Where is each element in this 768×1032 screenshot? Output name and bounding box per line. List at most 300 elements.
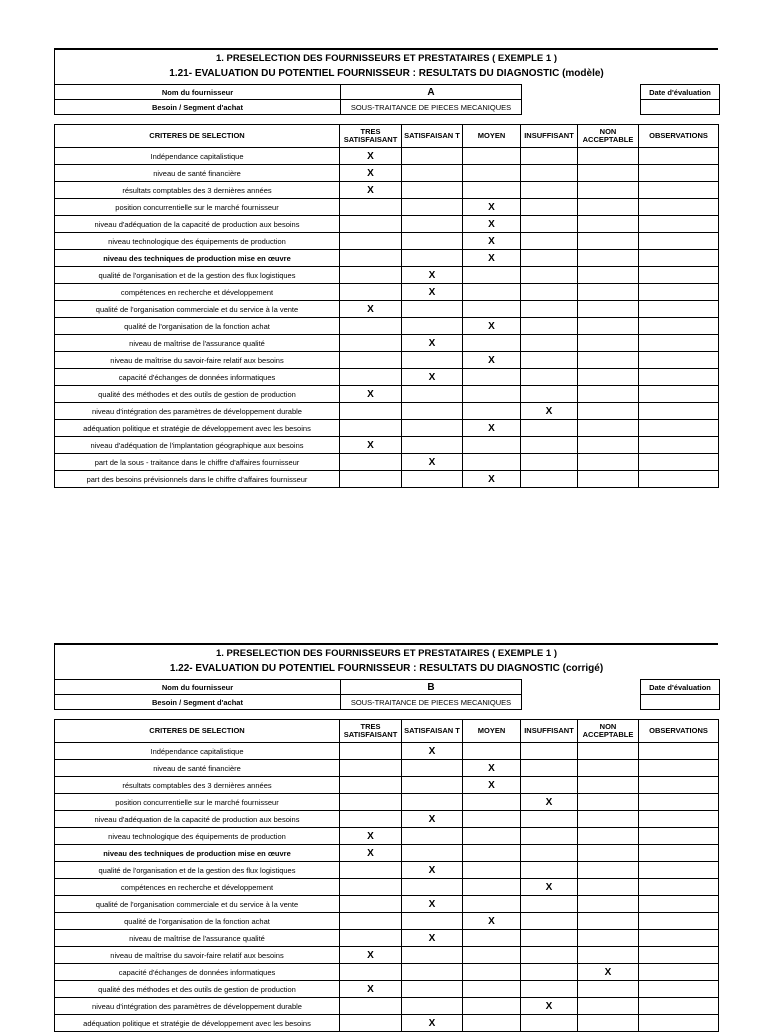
section-title: 1. PRESELECTION DES FOURNISSEURS ET PRESTATAIRES ( EXEMPLE 1 ) bbox=[216, 53, 557, 64]
rating-cell[interactable]: X bbox=[402, 267, 463, 284]
rating-cell[interactable] bbox=[578, 352, 639, 369]
rating-cell[interactable] bbox=[578, 454, 639, 471]
rating-cell[interactable] bbox=[578, 233, 639, 250]
observation-cell[interactable] bbox=[639, 896, 719, 913]
rating-cell[interactable]: X bbox=[463, 199, 521, 216]
rating-cell[interactable] bbox=[402, 879, 463, 896]
purchase-segment-label: Besoin / Segment d'achat bbox=[55, 100, 341, 115]
rating-cell[interactable]: X bbox=[402, 743, 463, 760]
purchase-segment-value[interactable]: SOUS-TRAITANCE DE PIECES MECANIQUES bbox=[341, 695, 522, 710]
rating-cell[interactable] bbox=[402, 964, 463, 981]
criterion-label: niveau d'adéquation de l'implantation géographique aux besoins bbox=[55, 437, 340, 454]
criterion-label: niveau technologique des équipements de production bbox=[55, 233, 340, 250]
rating-cell[interactable]: X bbox=[521, 998, 578, 1015]
observation-cell[interactable] bbox=[639, 454, 719, 471]
criterion-label: compétences en recherche et développement bbox=[55, 879, 340, 896]
observation-cell[interactable] bbox=[639, 352, 719, 369]
rating-cell[interactable] bbox=[521, 845, 578, 862]
supplier-info-table bbox=[54, 679, 720, 710]
observation-cell[interactable] bbox=[639, 182, 719, 199]
rating-cell[interactable] bbox=[521, 369, 578, 386]
rating-cell[interactable] bbox=[521, 199, 578, 216]
observation-cell[interactable] bbox=[639, 301, 719, 318]
rating-cell[interactable] bbox=[463, 998, 521, 1015]
rating-cell[interactable] bbox=[340, 964, 402, 981]
rating-cell[interactable] bbox=[402, 777, 463, 794]
rating-cell[interactable] bbox=[463, 437, 521, 454]
rating-cell[interactable] bbox=[340, 233, 402, 250]
rating-cell[interactable] bbox=[402, 471, 463, 488]
rating-cell[interactable]: X bbox=[521, 794, 578, 811]
criterion-label: part de la sous - traitance dans le chiffre d'affaires fournisseur bbox=[55, 454, 340, 471]
criterion-label: qualité de l'organisation et de la gestion des flux logistiques bbox=[55, 862, 340, 879]
rating-cell[interactable] bbox=[340, 743, 402, 760]
rating-cell[interactable]: X bbox=[521, 879, 578, 896]
supplier-name-label: Nom du fournisseur bbox=[55, 680, 341, 695]
rating-cell[interactable] bbox=[340, 250, 402, 267]
criteria-row bbox=[55, 879, 719, 896]
rating-cell[interactable]: X bbox=[340, 148, 402, 165]
rating-cell[interactable] bbox=[463, 454, 521, 471]
rating-cell[interactable] bbox=[463, 879, 521, 896]
rating-cell[interactable]: X bbox=[463, 913, 521, 930]
rating-cell[interactable] bbox=[578, 301, 639, 318]
rating-cell[interactable]: X bbox=[463, 777, 521, 794]
criterion-label: qualité de l'organisation commerciale et du service à la vente bbox=[55, 896, 340, 913]
observation-cell[interactable] bbox=[639, 930, 719, 947]
rating-cell[interactable]: X bbox=[578, 964, 639, 981]
rating-cell[interactable] bbox=[578, 845, 639, 862]
rating-cell[interactable] bbox=[340, 879, 402, 896]
observation-cell[interactable] bbox=[639, 862, 719, 879]
rating-cell[interactable] bbox=[578, 794, 639, 811]
criteria-row bbox=[55, 386, 719, 403]
rating-cell[interactable] bbox=[463, 981, 521, 998]
rating-cell[interactable] bbox=[340, 930, 402, 947]
criterion-label: niveau d'adéquation de la capacité de production aux besoins bbox=[55, 216, 340, 233]
rating-cell[interactable] bbox=[578, 760, 639, 777]
rating-cell[interactable] bbox=[463, 930, 521, 947]
rating-cell[interactable] bbox=[402, 301, 463, 318]
header-criteria: CRITERES DE SELECTION bbox=[55, 720, 340, 743]
rating-cell[interactable] bbox=[578, 148, 639, 165]
observation-cell[interactable] bbox=[639, 267, 719, 284]
rating-cell[interactable]: X bbox=[521, 403, 578, 420]
rating-cell[interactable] bbox=[340, 1015, 402, 1032]
criteria-row bbox=[55, 964, 719, 981]
observation-cell[interactable] bbox=[639, 777, 719, 794]
rating-cell[interactable] bbox=[463, 811, 521, 828]
rating-cell[interactable] bbox=[578, 896, 639, 913]
rating-cell[interactable] bbox=[463, 828, 521, 845]
rating-cell[interactable] bbox=[340, 335, 402, 352]
observation-cell[interactable] bbox=[639, 369, 719, 386]
criteria-row bbox=[55, 199, 719, 216]
criterion-label: qualité de l'organisation et de la gestion des flux logistiques bbox=[55, 267, 340, 284]
observation-cell[interactable] bbox=[639, 420, 719, 437]
rating-cell[interactable] bbox=[578, 743, 639, 760]
observation-cell[interactable] bbox=[639, 403, 719, 420]
rating-cell[interactable] bbox=[521, 148, 578, 165]
rating-cell[interactable] bbox=[402, 386, 463, 403]
rating-cell[interactable]: X bbox=[340, 981, 402, 998]
rating-cell[interactable] bbox=[340, 199, 402, 216]
rating-cell[interactable] bbox=[402, 420, 463, 437]
rating-cell[interactable] bbox=[340, 216, 402, 233]
rating-cell[interactable] bbox=[578, 981, 639, 998]
rating-cell[interactable] bbox=[521, 930, 578, 947]
rating-cell[interactable] bbox=[521, 386, 578, 403]
rating-cell[interactable] bbox=[521, 964, 578, 981]
observation-cell[interactable] bbox=[639, 250, 719, 267]
rating-cell[interactable] bbox=[521, 743, 578, 760]
rating-cell[interactable] bbox=[521, 301, 578, 318]
rating-cell[interactable] bbox=[578, 284, 639, 301]
observation-cell[interactable] bbox=[639, 828, 719, 845]
rating-cell[interactable] bbox=[578, 267, 639, 284]
rating-cell[interactable] bbox=[402, 828, 463, 845]
rating-cell[interactable] bbox=[463, 386, 521, 403]
rating-cell[interactable] bbox=[402, 233, 463, 250]
rating-cell[interactable] bbox=[402, 318, 463, 335]
rating-cell[interactable] bbox=[521, 420, 578, 437]
rating-cell[interactable] bbox=[340, 471, 402, 488]
section-title: 1. PRESELECTION DES FOURNISSEURS ET PRESTATAIRES ( EXEMPLE 1 ) bbox=[216, 648, 557, 659]
rating-cell[interactable] bbox=[521, 165, 578, 182]
criterion-label: qualité des méthodes et des outils de gestion de production bbox=[55, 386, 340, 403]
rating-cell[interactable] bbox=[521, 862, 578, 879]
rating-cell[interactable] bbox=[340, 318, 402, 335]
criterion-label: niveau technologique des équipements de production bbox=[55, 828, 340, 845]
criteria-row bbox=[55, 420, 719, 437]
criteria-row bbox=[55, 828, 719, 845]
header-tres-satisfaisant: TRES SATISFAISANT bbox=[340, 125, 402, 148]
rating-cell[interactable]: X bbox=[340, 386, 402, 403]
observation-cell[interactable] bbox=[639, 284, 719, 301]
observation-cell[interactable] bbox=[639, 318, 719, 335]
rating-cell[interactable]: X bbox=[463, 760, 521, 777]
rating-cell[interactable] bbox=[402, 403, 463, 420]
rating-cell[interactable] bbox=[521, 233, 578, 250]
criterion-label: qualité de l'organisation de la fonction achat bbox=[55, 318, 340, 335]
rating-cell[interactable] bbox=[340, 794, 402, 811]
criteria-row bbox=[55, 794, 719, 811]
evaluation-date-value[interactable] bbox=[641, 100, 720, 115]
observation-cell[interactable] bbox=[639, 998, 719, 1015]
rating-cell[interactable]: X bbox=[340, 947, 402, 964]
rating-cell[interactable] bbox=[578, 947, 639, 964]
rating-cell[interactable] bbox=[578, 811, 639, 828]
rating-cell[interactable] bbox=[402, 250, 463, 267]
rating-cell[interactable]: X bbox=[340, 437, 402, 454]
rating-cell[interactable] bbox=[340, 267, 402, 284]
rating-cell[interactable] bbox=[521, 352, 578, 369]
rating-cell[interactable] bbox=[521, 216, 578, 233]
rating-cell[interactable] bbox=[340, 352, 402, 369]
rating-cell[interactable] bbox=[578, 913, 639, 930]
rating-cell[interactable] bbox=[340, 913, 402, 930]
observation-cell[interactable] bbox=[639, 199, 719, 216]
criteria-row bbox=[55, 777, 719, 794]
rating-cell[interactable] bbox=[578, 386, 639, 403]
rating-cell[interactable] bbox=[521, 760, 578, 777]
supplier-name-value[interactable]: B bbox=[341, 680, 522, 695]
rating-cell[interactable]: X bbox=[402, 811, 463, 828]
rating-cell[interactable] bbox=[402, 998, 463, 1015]
criteria-row bbox=[55, 862, 719, 879]
header-insuffisant: INSUFFISANT bbox=[521, 125, 578, 148]
criterion-label: Indépendance capitalistique bbox=[55, 743, 340, 760]
supplier-name-value[interactable]: A bbox=[341, 85, 522, 100]
criteria-row bbox=[55, 267, 719, 284]
observation-cell[interactable] bbox=[639, 437, 719, 454]
rating-cell[interactable] bbox=[402, 148, 463, 165]
rating-cell[interactable] bbox=[463, 301, 521, 318]
observation-cell[interactable] bbox=[639, 879, 719, 896]
rating-cell[interactable]: X bbox=[402, 862, 463, 879]
rating-cell[interactable] bbox=[402, 182, 463, 199]
criteria-row bbox=[55, 760, 719, 777]
criteria-row bbox=[55, 216, 719, 233]
rating-cell[interactable] bbox=[521, 437, 578, 454]
rating-cell[interactable] bbox=[521, 913, 578, 930]
observation-cell[interactable] bbox=[639, 947, 719, 964]
rating-cell[interactable]: X bbox=[463, 471, 521, 488]
rating-cell[interactable]: X bbox=[463, 318, 521, 335]
rating-cell[interactable] bbox=[578, 199, 639, 216]
observation-cell[interactable] bbox=[639, 743, 719, 760]
criteria-row bbox=[55, 335, 719, 352]
rating-cell[interactable] bbox=[463, 964, 521, 981]
rating-cell[interactable] bbox=[402, 760, 463, 777]
criteria-row bbox=[55, 165, 719, 182]
observation-cell[interactable] bbox=[639, 913, 719, 930]
rating-cell[interactable] bbox=[578, 318, 639, 335]
criterion-label: niveau d'adéquation de la capacité de production aux besoins bbox=[55, 811, 340, 828]
rating-cell[interactable] bbox=[340, 284, 402, 301]
observation-cell[interactable] bbox=[639, 386, 719, 403]
criteria-row bbox=[55, 148, 719, 165]
section-subtitle: 1.21- EVALUATION DU POTENTIEL FOURNISSEUR : RESULTATS DU DIAGNOSTIC (modèle) bbox=[169, 68, 604, 79]
rating-cell[interactable] bbox=[402, 352, 463, 369]
observation-cell[interactable] bbox=[639, 216, 719, 233]
evaluation-date-label: Date d'évaluation bbox=[641, 680, 720, 695]
rating-cell[interactable] bbox=[463, 369, 521, 386]
rating-cell[interactable]: X bbox=[402, 335, 463, 352]
rating-cell[interactable] bbox=[521, 471, 578, 488]
criteria-row bbox=[55, 1015, 719, 1032]
rating-cell[interactable] bbox=[402, 165, 463, 182]
rating-cell[interactable] bbox=[340, 811, 402, 828]
rating-cell[interactable] bbox=[340, 403, 402, 420]
criteria-row bbox=[55, 743, 719, 760]
rating-cell[interactable]: X bbox=[340, 301, 402, 318]
rating-cell[interactable] bbox=[463, 896, 521, 913]
criterion-label: compétences en recherche et développement bbox=[55, 284, 340, 301]
rating-cell[interactable] bbox=[578, 182, 639, 199]
rating-cell[interactable] bbox=[402, 794, 463, 811]
evaluation-section-corrected bbox=[54, 643, 718, 1032]
rating-cell[interactable]: X bbox=[463, 250, 521, 267]
rating-cell[interactable] bbox=[521, 284, 578, 301]
rating-cell[interactable] bbox=[340, 777, 402, 794]
header-insuffisant: INSUFFISANT bbox=[521, 720, 578, 743]
rating-cell[interactable] bbox=[402, 981, 463, 998]
criterion-label: qualité de l'organisation de la fonction achat bbox=[55, 913, 340, 930]
header-satisfaisant: SATISFAISAN T bbox=[402, 720, 463, 743]
supplier-info-table bbox=[54, 84, 720, 115]
rating-cell[interactable] bbox=[463, 845, 521, 862]
rating-cell[interactable]: X bbox=[402, 896, 463, 913]
rating-cell[interactable] bbox=[402, 216, 463, 233]
rating-cell[interactable] bbox=[340, 896, 402, 913]
observation-cell[interactable] bbox=[639, 845, 719, 862]
rating-cell[interactable] bbox=[578, 471, 639, 488]
rating-cell[interactable] bbox=[578, 437, 639, 454]
rating-cell[interactable]: X bbox=[463, 352, 521, 369]
observation-cell[interactable] bbox=[639, 471, 719, 488]
observation-cell[interactable] bbox=[639, 1015, 719, 1032]
rating-cell[interactable] bbox=[521, 250, 578, 267]
rating-cell[interactable] bbox=[578, 420, 639, 437]
rating-cell[interactable] bbox=[521, 896, 578, 913]
rating-cell[interactable] bbox=[578, 369, 639, 386]
rating-cell[interactable] bbox=[578, 777, 639, 794]
criteria-row bbox=[55, 318, 719, 335]
rating-cell[interactable] bbox=[463, 148, 521, 165]
rating-cell[interactable]: X bbox=[402, 1015, 463, 1032]
rating-cell[interactable]: X bbox=[340, 845, 402, 862]
rating-cell[interactable]: X bbox=[340, 828, 402, 845]
rating-cell[interactable] bbox=[578, 1015, 639, 1032]
rating-cell[interactable] bbox=[340, 760, 402, 777]
rating-cell[interactable] bbox=[463, 743, 521, 760]
header-moyen: MOYEN bbox=[463, 720, 521, 743]
criteria-row bbox=[55, 233, 719, 250]
observation-cell[interactable] bbox=[639, 760, 719, 777]
criteria-row bbox=[55, 930, 719, 947]
rating-cell[interactable] bbox=[578, 930, 639, 947]
rating-cell[interactable] bbox=[521, 981, 578, 998]
observation-cell[interactable] bbox=[639, 335, 719, 352]
observation-cell[interactable] bbox=[639, 794, 719, 811]
rating-cell[interactable] bbox=[340, 998, 402, 1015]
rating-cell[interactable] bbox=[463, 403, 521, 420]
rating-cell[interactable] bbox=[463, 862, 521, 879]
criterion-label: capacité d'échanges de données informatiques bbox=[55, 369, 340, 386]
rating-cell[interactable]: X bbox=[402, 930, 463, 947]
criterion-label: adéquation politique et stratégie de développement avec les besoins bbox=[55, 420, 340, 437]
rating-cell[interactable] bbox=[463, 284, 521, 301]
rating-cell[interactable] bbox=[578, 250, 639, 267]
observation-cell[interactable] bbox=[639, 981, 719, 998]
rating-cell[interactable] bbox=[463, 947, 521, 964]
rating-cell[interactable] bbox=[463, 1015, 521, 1032]
rating-cell[interactable]: X bbox=[463, 420, 521, 437]
rating-cell[interactable] bbox=[463, 182, 521, 199]
criteria-row bbox=[55, 896, 719, 913]
criterion-label: niveau de santé financière bbox=[55, 165, 340, 182]
criterion-label: adéquation politique et stratégie de développement avec les besoins bbox=[55, 1015, 340, 1032]
rating-cell[interactable] bbox=[521, 267, 578, 284]
rating-cell[interactable] bbox=[402, 947, 463, 964]
criterion-label: résultats comptables des 3 dernières années bbox=[55, 182, 340, 199]
rating-cell[interactable] bbox=[402, 845, 463, 862]
rating-cell[interactable] bbox=[340, 862, 402, 879]
rating-cell[interactable] bbox=[521, 1015, 578, 1032]
rating-cell[interactable] bbox=[521, 454, 578, 471]
rating-cell[interactable] bbox=[578, 862, 639, 879]
rating-cell[interactable] bbox=[521, 335, 578, 352]
rating-cell[interactable]: X bbox=[463, 216, 521, 233]
rating-cell[interactable] bbox=[340, 454, 402, 471]
evaluation-date-value[interactable] bbox=[641, 695, 720, 710]
rating-cell[interactable] bbox=[578, 216, 639, 233]
criterion-label: capacité d'échanges de données informatiques bbox=[55, 964, 340, 981]
supplier-name-label: Nom du fournisseur bbox=[55, 85, 341, 100]
criterion-label: niveau de maîtrise du savoir-faire relatif aux besoins bbox=[55, 352, 340, 369]
rating-cell[interactable] bbox=[578, 998, 639, 1015]
rating-cell[interactable] bbox=[521, 318, 578, 335]
criteria-row bbox=[55, 913, 719, 930]
rating-cell[interactable] bbox=[463, 165, 521, 182]
criterion-label: qualité des méthodes et des outils de gestion de production bbox=[55, 981, 340, 998]
criterion-label: niveau de maîtrise de l'assurance qualité bbox=[55, 335, 340, 352]
criterion-label: niveau d'intégration des paramètres de développement durable bbox=[55, 998, 340, 1015]
rating-cell[interactable] bbox=[578, 828, 639, 845]
rating-cell[interactable]: X bbox=[340, 182, 402, 199]
purchase-segment-value[interactable]: SOUS-TRAITANCE DE PIECES MECANIQUES bbox=[341, 100, 522, 115]
criteria-table bbox=[54, 124, 719, 488]
rating-cell[interactable] bbox=[463, 267, 521, 284]
observation-cell[interactable] bbox=[639, 811, 719, 828]
criteria-row bbox=[55, 301, 719, 318]
criteria-row bbox=[55, 947, 719, 964]
rating-cell[interactable] bbox=[463, 794, 521, 811]
observation-cell[interactable] bbox=[639, 964, 719, 981]
rating-cell[interactable] bbox=[340, 369, 402, 386]
observation-cell[interactable] bbox=[639, 165, 719, 182]
rating-cell[interactable]: X bbox=[402, 369, 463, 386]
observation-cell[interactable] bbox=[639, 233, 719, 250]
section-title-box bbox=[54, 643, 718, 679]
criteria-header-row bbox=[55, 125, 719, 148]
rating-cell[interactable]: X bbox=[402, 284, 463, 301]
rating-cell[interactable] bbox=[578, 403, 639, 420]
rating-cell[interactable] bbox=[402, 199, 463, 216]
criterion-label: position concurrentielle sur le marché fournisseur bbox=[55, 794, 340, 811]
criteria-header-row bbox=[55, 720, 719, 743]
rating-cell[interactable] bbox=[340, 420, 402, 437]
rating-cell[interactable] bbox=[521, 182, 578, 199]
rating-cell[interactable] bbox=[521, 828, 578, 845]
rating-cell[interactable]: X bbox=[402, 454, 463, 471]
rating-cell[interactable] bbox=[402, 437, 463, 454]
criterion-label: niveau de maîtrise du savoir-faire relatif aux besoins bbox=[55, 947, 340, 964]
rating-cell[interactable]: X bbox=[340, 165, 402, 182]
rating-cell[interactable] bbox=[402, 913, 463, 930]
criterion-label: niveau des techniques de production mise en œuvre bbox=[55, 845, 340, 862]
rating-cell[interactable] bbox=[521, 811, 578, 828]
rating-cell[interactable] bbox=[578, 879, 639, 896]
rating-cell[interactable] bbox=[463, 335, 521, 352]
rating-cell[interactable] bbox=[578, 335, 639, 352]
rating-cell[interactable] bbox=[521, 777, 578, 794]
rating-cell[interactable]: X bbox=[463, 233, 521, 250]
rating-cell[interactable] bbox=[521, 947, 578, 964]
observation-cell[interactable] bbox=[639, 148, 719, 165]
rating-cell[interactable] bbox=[578, 165, 639, 182]
